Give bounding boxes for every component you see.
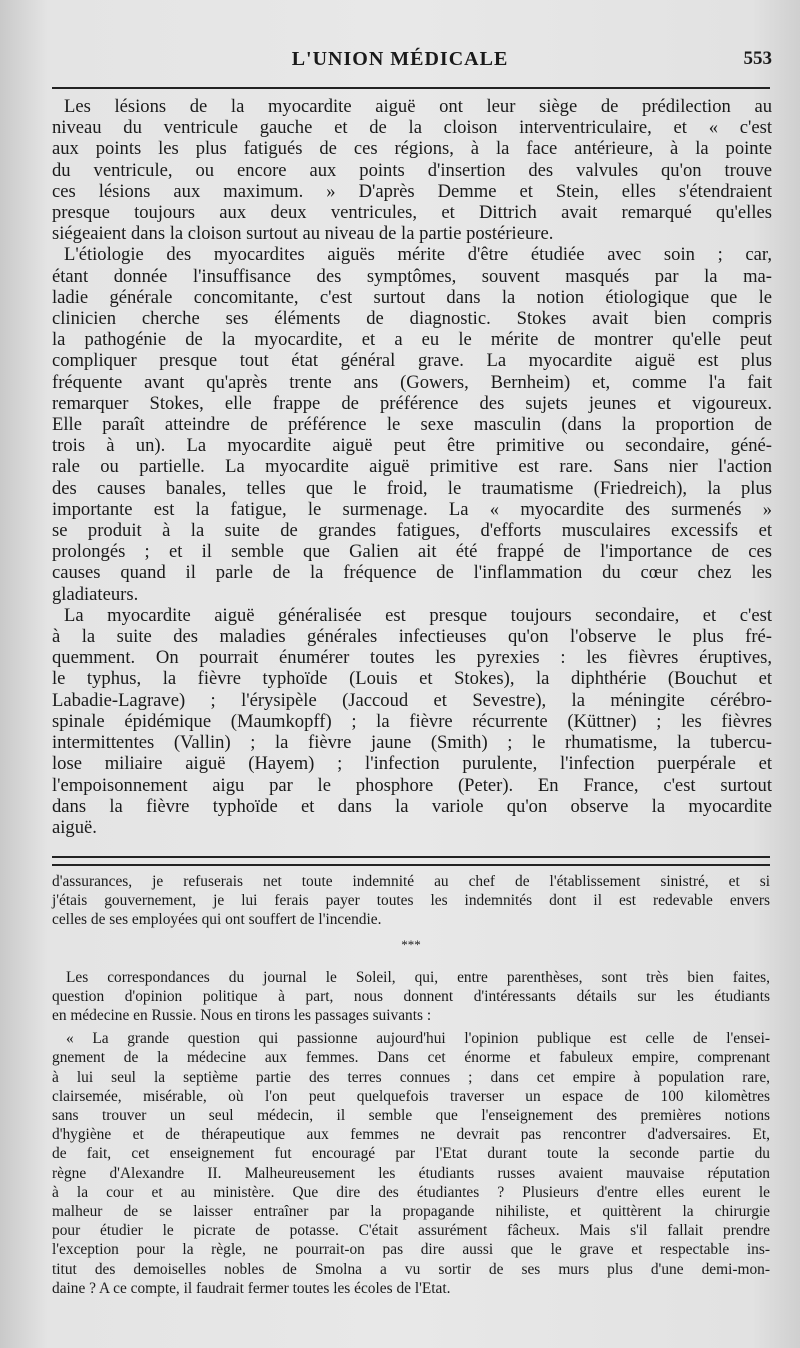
text-line: titut des demoiselles nobles de Smolna a vu sortir de ses murs plus d'une demi-mon- <box>52 1260 770 1278</box>
text-line: dans la fièvre typhoïde et dans la variole qu'on observe la myocardite <box>52 795 772 817</box>
text-line: siégeaient dans la cloison surtout au niveau de la partie postérieure. <box>52 223 554 245</box>
text-line: le typhus, la fièvre typhoïde (Louis et Stokes), la diphthérie (Bouchut et <box>52 668 772 690</box>
text-line: d'assurances, je refuserais net toute indemnité au chef de l'établissement sinistré, et si <box>52 873 770 890</box>
text-line: quemment. On pourrait énumérer toutes les pyrexies : les fièvres éruptives, <box>52 647 772 669</box>
text-line: Les lésions de la myocardite aiguë ont leur siège de prédilection au <box>64 96 772 117</box>
text-line: La myocardite aiguë généralisée est presque toujours secondaire, et c'est <box>64 604 772 626</box>
feuilleton-separator-rule <box>52 856 770 866</box>
text-line: du ventricule, ou encore aux points d'insertion des valvules qu'on trouve <box>52 159 772 181</box>
text-line: presque toujours aux deux ventricules, et Dittrich avait remarqué qu'elles <box>52 202 772 224</box>
text-line: à la suite des maladies générales infectieuses qu'on l'observe le plus fré- <box>52 626 772 648</box>
running-head <box>0 48 800 78</box>
header-rule <box>52 87 770 89</box>
text-line: spinale épidémique (Maumkopff) ; la fièvre récurrente (Küttner) ; les fièvres <box>52 710 772 732</box>
text-line: lose miliaire aiguë (Hayem) ; l'infection purulente, l'infection puerpérale et <box>52 753 772 775</box>
text-line: L'étiologie des myocardites aiguës mérite d'être étudiée avec soin ; car, <box>64 244 772 266</box>
text-line: Labadie-Lagrave) ; l'érysipèle (Jaccoud et Sevestre), la méningite cérébro- <box>52 689 772 711</box>
text-line: d'hygiène et de thérapeutique aux femmes ne devrait pas rencontrer d'adversaires. Et, <box>52 1126 770 1144</box>
text-line: à la cour et au ministère. Que dire des étudiantes ? Plusieurs d'entre elles eurent le <box>52 1183 770 1201</box>
text-line: de fait, cet enseignement fut encouragé par l'Etat durant toute la seconde partie du <box>52 1145 770 1163</box>
article-paragraph <box>52 244 772 604</box>
text-line: fréquente avant qu'après trente ans (Gowers, Bernheim) et, comme l'a fait <box>52 371 772 393</box>
text-line: l'exception pour la règle, ne pourrait-on pas dire aussi que le grave et respectable ins- <box>52 1241 770 1259</box>
text-line: malheur de se laisser entraîner par la propagande nihiliste, et quittèrent la chirurgie <box>52 1203 770 1221</box>
section-separator-asterism: *** <box>401 936 421 952</box>
text-line: trois à un). La myocardite aiguë peut être primitive ou secondaire, géné- <box>52 435 772 457</box>
text-line: étant donnée l'insuffisance des symptômes, souvent masqués par la ma- <box>52 265 772 287</box>
text-line: sans trouver un seul médecin, il semble que l'enseignement des premières notions <box>52 1107 770 1125</box>
text-line: remarquer Stokes, elle frappe de préférence des sujets jeunes et vigoureux. <box>52 392 772 414</box>
text-line: niveau du ventricule gauche et de la cloison interventriculaire, et « c'est <box>52 117 772 139</box>
text-line: compliquer presque tout état général grave. La myocardite aiguë est plus <box>52 350 772 372</box>
article-body <box>52 96 772 838</box>
text-line: en médecine en Russie. Nous en tirons les passages suivants : <box>52 1007 432 1025</box>
text-line: se produit à la suite de grandes fatigues, d'efforts musculaires excessifs et <box>52 520 772 542</box>
text-line: l'empoisonnement aigu par le phosphore (Peter). En France, c'est surtout <box>52 774 772 796</box>
text-line: rale ou partielle. La myocardite aiguë primitive est rare. Sans nier l'action <box>52 456 772 478</box>
text-line: intermittentes (Vallin) ; la fièvre jaune (Smith) ; le rhumatisme, la tubercu- <box>52 732 772 754</box>
text-line: ladie générale concomitante, c'est surtout dans la notion étiologique que le <box>52 286 772 308</box>
text-line: celles de ses employées qui ont souffert de l'incendie. <box>52 911 382 929</box>
feuilleton <box>52 872 770 1298</box>
quoted-passage <box>52 1029 770 1298</box>
journal-title: L'UNION MÉDICALE <box>291 48 509 70</box>
feuilleton-intro-paragraph <box>52 872 770 930</box>
text-line: clairsemée, misérable, où l'on peut quelquefois traverser un espace de 100 kilomètres <box>52 1087 770 1105</box>
text-line: prolongés ; et il semble que Galien ait été frappé de l'importance de ces <box>52 541 772 563</box>
text-line: gladiateurs. <box>52 583 139 605</box>
text-line: pour étudier le picrate de potasse. C'était assurément fâcheux. Mais s'il fallait prendre <box>52 1222 770 1240</box>
text-line: ces lésions aux maximum. » D'après Demme et Stein, elles s'étendraient <box>52 180 772 202</box>
text-line: « La grande question qui passionne aujourd'hui l'opinion publique est celle de l'ensei- <box>66 1030 770 1048</box>
text-line: question d'opinion politique à part, nous donnent d'intéressants détails sur les étudiants <box>52 987 770 1005</box>
text-line: aiguë. <box>52 816 97 838</box>
text-line: j'étais gouvernement, je lui ferais payer toutes les indemnités dont il est redevable envers <box>52 892 770 910</box>
page-number: 553 <box>743 48 772 69</box>
correspondence-paragraph <box>52 968 770 1026</box>
text-line: des causes banales, telles que le froid, le traumatisme (Friedreich), la plus <box>52 477 772 499</box>
text-line: la pathogénie de la myocardite, et a eu le mérite de montrer qu'elle peut <box>52 329 772 351</box>
article-paragraph <box>52 605 772 838</box>
text-line: causes quand il parle de la fréquence de l'inflammation du cœur chez les <box>52 562 772 584</box>
text-line: daine ? A ce compte, il faudrait fermer toutes les écoles de l'Etat. <box>52 1279 451 1297</box>
text-line: importante est la fatigue, le surmenage. La « myocardite des surmenés » <box>52 498 772 520</box>
text-line: Les correspondances du journal le Soleil, qui, entre parenthèses, sont très bien faites, <box>66 968 770 986</box>
article-paragraph <box>52 96 772 244</box>
text-line: clinicien cherche ses éléments de diagnostic. Stokes avait bien compris <box>52 308 772 330</box>
text-line: gnement de la médecine aux femmes. Dans cet énorme et fabuleux empire, comprenant <box>52 1049 770 1067</box>
text-line: règne d'Alexandre II. Malheureusement les étudiants russes avaient mauvaise réputation <box>52 1164 770 1182</box>
text-line: Elle paraît atteindre de préférence le sexe masculin (dans la proportion de <box>52 414 772 436</box>
text-line: aux points les plus fatigués de ces régions, à la face antérieure, à la pointe <box>52 138 772 160</box>
text-line: à lui seul la septième partie des terres connues ; dans cet empire à population rare, <box>52 1068 770 1086</box>
